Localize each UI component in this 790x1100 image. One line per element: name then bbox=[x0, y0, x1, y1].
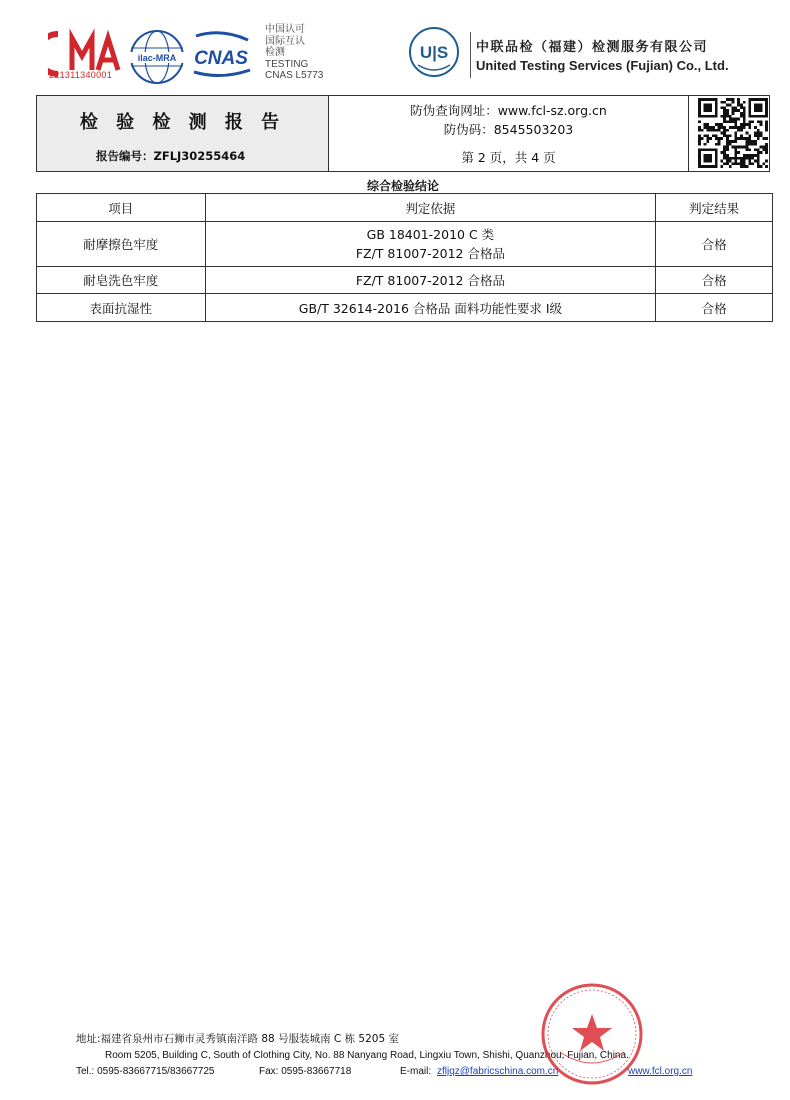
row-item: 耐皂洗色牢度 bbox=[37, 267, 206, 294]
website-link[interactable]: www.fcl.org.cn bbox=[628, 1066, 693, 1077]
header-divider bbox=[688, 95, 689, 172]
address-cn: 地址:福建省泉州市石狮市灵秀镇南洋路 88 号服装城南 C 栋 5205 室 bbox=[76, 1033, 399, 1045]
svg-text:U|S: U|S bbox=[419, 43, 449, 62]
svg-text:CNAS: CNAS bbox=[194, 48, 248, 69]
row-result: 合格 bbox=[656, 294, 773, 322]
anti-fake-code: 防伪码：8545503203 bbox=[443, 122, 574, 137]
header-result: 判定结果 bbox=[656, 194, 773, 222]
row-basis: FZ/T 81007-2012 合格品 bbox=[205, 267, 656, 294]
row-result: 合格 bbox=[656, 267, 773, 294]
address-en: Room 5205, Building C, South of Clothing City, No. 88 Nanyang Road, Lingxiu Town, Shishi, Quanzhou, Fujian, China. bbox=[105, 1050, 629, 1061]
email-label: E-mail: bbox=[400, 1066, 432, 1077]
logo-divider bbox=[470, 32, 471, 78]
header-basis: 判定依据 bbox=[205, 194, 656, 222]
telephone: Tel.: 0595-83667715/83667725 bbox=[76, 1066, 215, 1077]
email-link[interactable]: zfljqz@fabricschina.com.cn bbox=[437, 1066, 559, 1077]
row-item: 耐摩擦色牢度 bbox=[37, 222, 206, 267]
row-result: 合格 bbox=[656, 222, 773, 267]
table-row bbox=[37, 222, 773, 267]
company-name-cn: 中联品检（福建）检测服务有限公司 bbox=[476, 40, 709, 55]
anti-fake-url: 防伪查询网址：www.fcl-sz.org.cn bbox=[410, 103, 607, 118]
row-item: 表面抗湿性 bbox=[37, 294, 206, 322]
results-table bbox=[36, 193, 773, 322]
ilac-mra-logo bbox=[126, 28, 188, 86]
svg-text:ilac-MRA: ilac-MRA bbox=[137, 53, 177, 63]
basis-line: FZ/T 81007-2012 合格品 bbox=[355, 246, 505, 261]
table-row bbox=[37, 294, 773, 322]
qr-code bbox=[698, 98, 768, 168]
header-item: 项目 bbox=[37, 194, 206, 222]
cma-number: 221311340001 bbox=[49, 70, 112, 80]
cnas-accreditation-text: 中国认可 国际互认 检测 TESTING CNAS L5773 bbox=[265, 24, 324, 81]
summary-title: 综合检验结论 bbox=[366, 179, 439, 193]
report-number: 报告编号：ZFLJ30255464 bbox=[96, 149, 246, 163]
table-row bbox=[37, 267, 773, 294]
page-info: 第 2 页，共 4 页 bbox=[461, 150, 556, 165]
fax: Fax: 0595-83667718 bbox=[259, 1066, 352, 1077]
company-name-en: United Testing Services (Fujian) Co., Ltd. bbox=[476, 58, 729, 73]
official-seal bbox=[540, 982, 644, 1086]
uts-logo bbox=[406, 25, 462, 83]
basis-line: GB 18401-2010 C 类 bbox=[366, 227, 495, 242]
report-title: 检 验 检 测 报 告 bbox=[79, 112, 286, 133]
table-header-row bbox=[37, 194, 773, 222]
row-basis bbox=[205, 222, 656, 267]
cnas-logo bbox=[186, 30, 256, 80]
row-basis: GB/T 32614-2016 合格品 面料功能性要求 Ⅰ级 bbox=[205, 294, 656, 322]
